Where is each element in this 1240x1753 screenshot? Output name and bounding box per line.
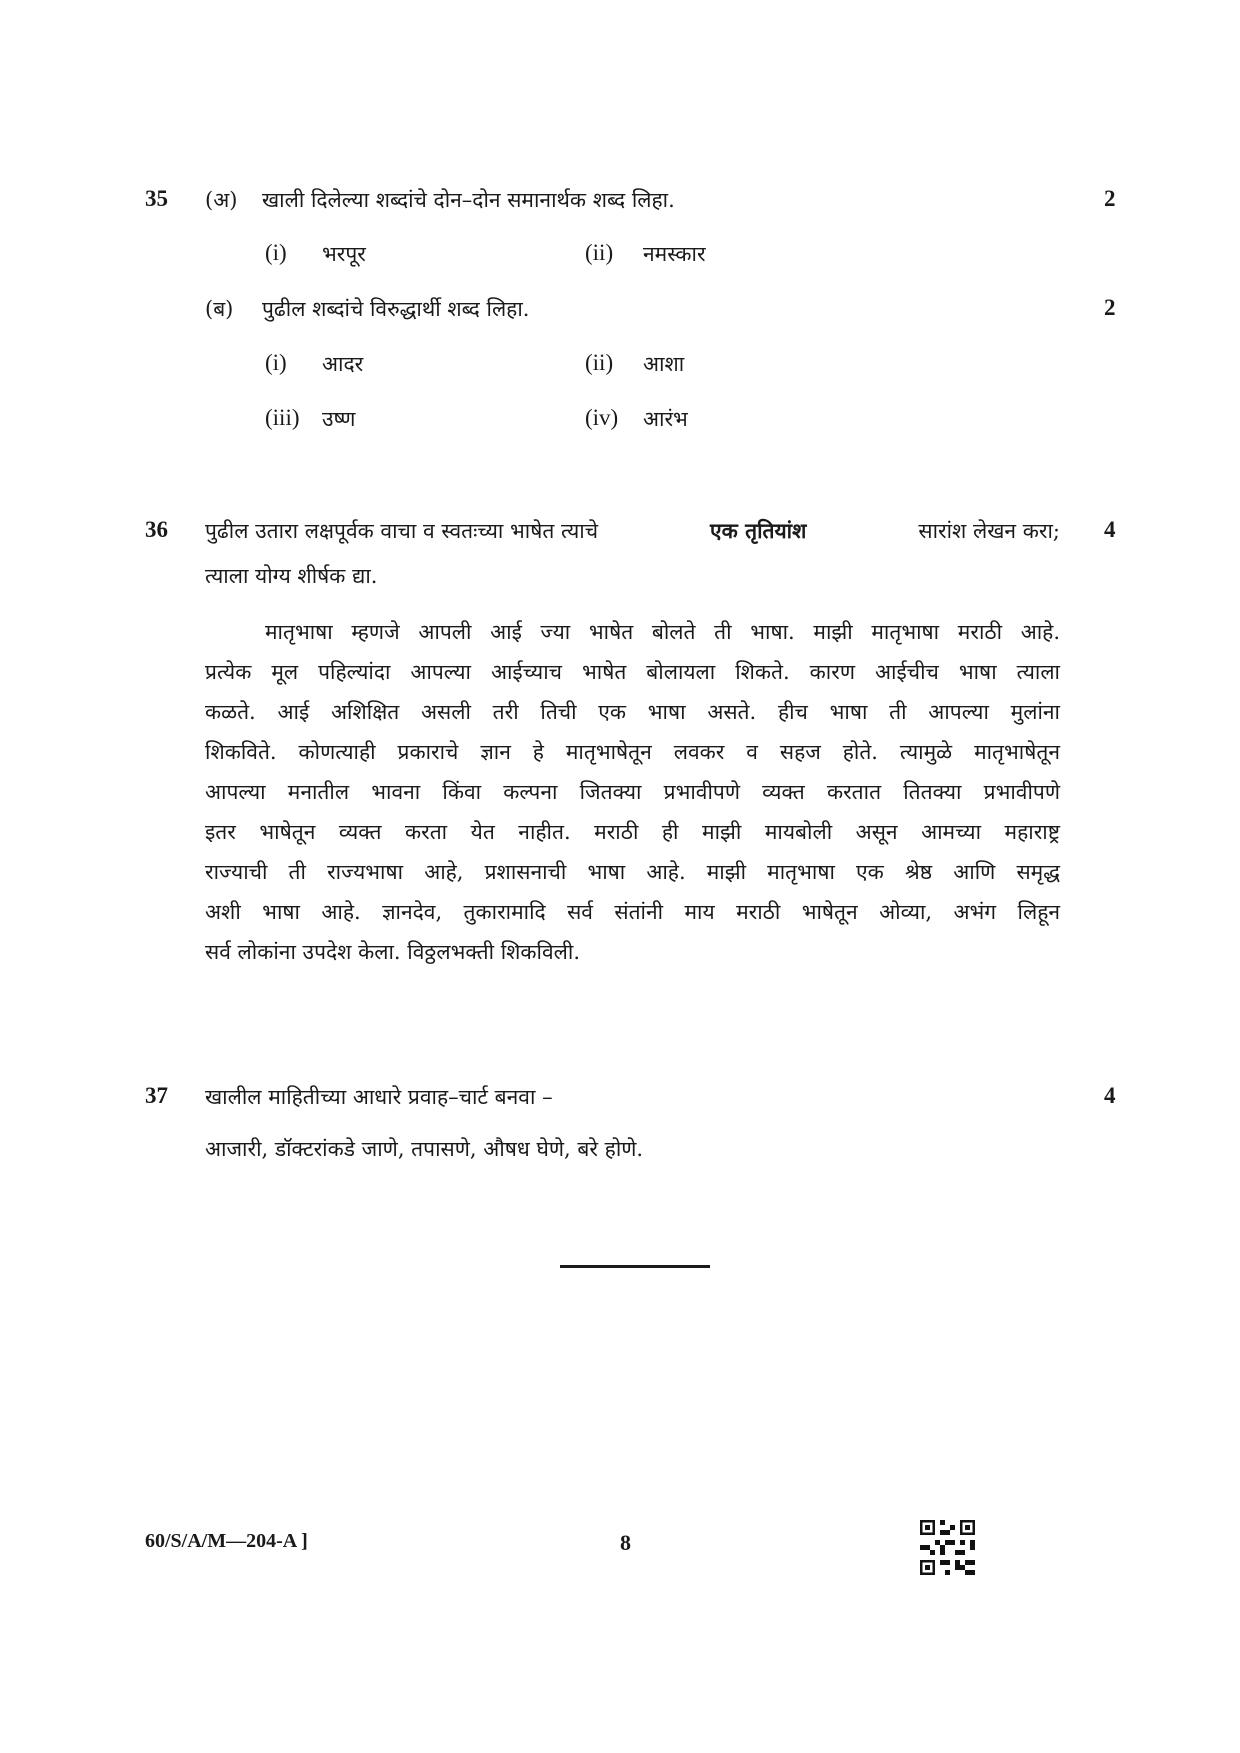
q35b-item4-num: (iv) [585,405,619,430]
passage-line: मातृभाषा म्हणजे आपली आई ज्या भाषेत बोलते ती भाषा. माझी मातृभाषा मराठी आहे. [265,620,1060,644]
q35a-item1-num: (i) [265,240,287,265]
q35b-item3-word: उष्ण [322,407,356,431]
q36-marks: 4 [1104,517,1116,542]
passage-line: आपल्या मनातील भावना किंवा कल्पना जितक्या प्रभावीपणे व्यक्त करतात तितक्या प्रभावीपणे [205,780,1060,804]
passage-line: इतर भाषेतून व्यक्त करता येत नाहीत. मराठी ही माझी मायबोली असून आमच्या महाराष्ट्र [205,820,1060,844]
question-35-number: 35 [145,186,168,211]
q36-instruction-bold: एक तृतियांश [710,518,807,543]
passage-line: अशी भाषा आहे. ज्ञानदेव, तुकारामादि सर्व संतांनी माय मराठी भाषेतून ओव्या, अभंग लिहून [205,900,1060,924]
q35a-item2-word: नमस्कार [643,242,706,266]
q35b-item2-word: आशा [643,352,685,376]
q35a-item1-word: भरपूर [322,242,366,266]
question-36-number: 36 [145,517,168,542]
q35a-item2-num: (ii) [585,240,614,265]
q35a-marks: 2 [1104,186,1116,211]
q36-instruction-pre: पुढील उतारा लक्षपूर्वक वाचा व स्वतःच्या भाषेत त्याचे [205,519,599,543]
passage-line: राज्याची ती राज्यभाषा आहे, प्रशासनाची भाषा आहे. माझी मातृभाषा एक श्रेष्ठ आणि समृद्ध [205,860,1060,884]
page-number: 8 [620,1530,631,1555]
q35b-item3-num: (iii) [265,405,300,430]
q36-instruction-line1 [205,517,1060,545]
q35b-marks: 2 [1104,295,1116,320]
q37-marks: 4 [1104,1083,1116,1108]
q35b-item1-word: आदर [322,352,364,376]
q35b-item4-word: आरंभ [643,407,688,431]
q35b-item2-num: (ii) [585,350,614,375]
passage-line: शिकविते. कोणत्याही प्रकाराचे ज्ञान हे मातृभाषेतून लवकर व सहज होते. त्यामुळे मातृभाषेतून [205,740,1060,764]
qr-code-icon [920,1520,975,1575]
q36-passage [205,612,1060,972]
q36-instruction-line2: त्याला योग्य शीर्षक द्या. [205,564,378,588]
q35b-label: (ब) [205,297,234,321]
question-37-number: 37 [145,1083,168,1108]
end-divider [560,1265,710,1268]
q35a-label: (अ) [205,188,238,212]
q35a-text: खाली दिलेल्या शब्दांचे दोन–दोन समानार्थक शब्द लिहा. [262,188,675,212]
footer-code: 60/S/A/M—204-A ] [145,1530,308,1552]
q37-line2: आजारी, डॉक्टरांकडे जाणे, तपासणे, औषध घेणे, बरे होणे. [205,1137,644,1161]
q36-instruction-post: सारांश लेखन करा; [918,519,1060,543]
passage-line: कळते. आई अशिक्षित असली तरी तिची एक भाषा असते. हीच भाषा ती आपल्या मुलांना [205,700,1060,724]
passage-line: सर्व लोकांना उपदेश केला. विठ्ठलभक्ती शिकविली. [205,940,581,964]
q35b-text: पुढील शब्दांचे विरुद्धार्थी शब्द लिहा. [262,297,530,321]
passage-line: प्रत्येक मूल पहिल्यांदा आपल्या आईच्याच भाषेत बोलायला शिकते. कारण आईचीच भाषा त्याला [205,660,1060,684]
q35b-item1-num: (i) [265,350,287,375]
q37-text: खालील माहितीच्या आधारे प्रवाह–चार्ट बनवा – [205,1085,553,1109]
